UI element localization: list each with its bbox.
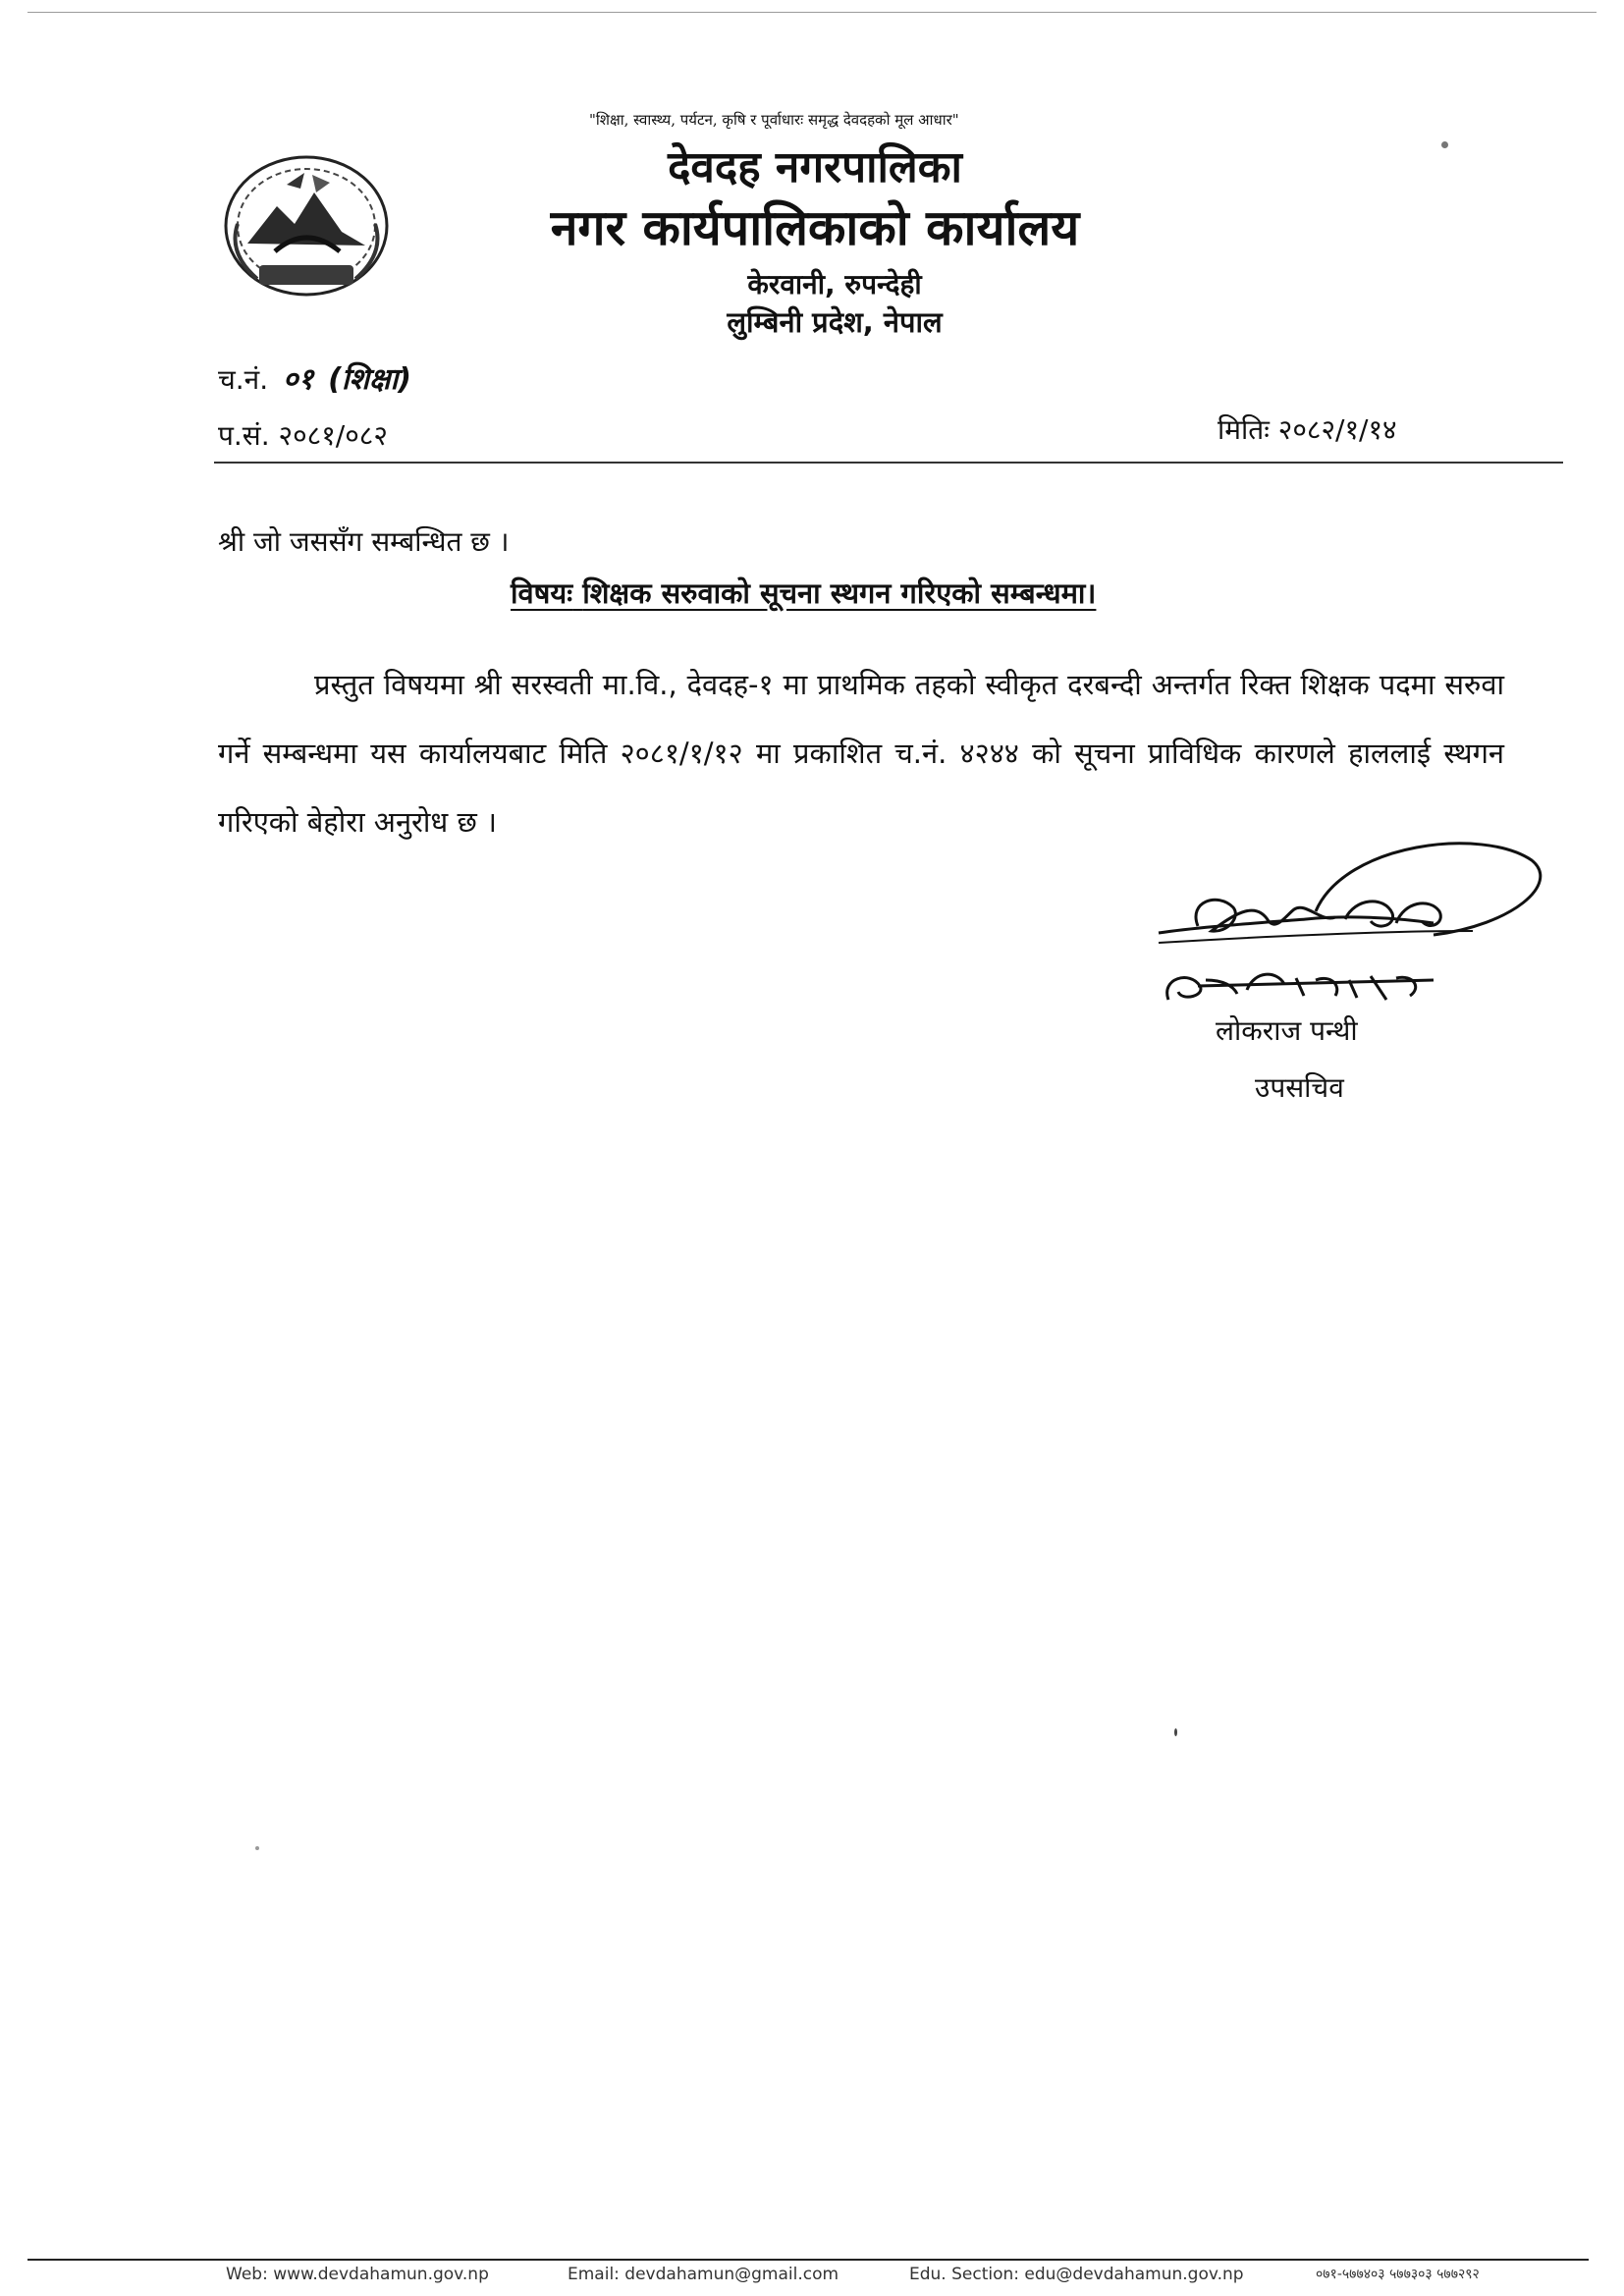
paper-speck bbox=[255, 1846, 259, 1850]
letter-date bbox=[1218, 410, 1397, 448]
paper-speck bbox=[1174, 1728, 1177, 1736]
footer-edu-section: Edu. Section: edu@devdahamun.gov.np bbox=[909, 2265, 1244, 2284]
salutation: श्री जो जससँग सम्बन्धित छ । bbox=[218, 525, 510, 558]
letter-body: प्रस्तुत विषयमा श्री सरस्वती मा.वि., देवदह-१ मा प्राथमिक तहको स्वीकृत दरबन्दी अन्तर्गत रिक्त शिक्षक पदमा सरुवा गर्ने सम्बन्धमा यस कार्यालयबाट मिति २०८१/१/१२ मा प्रकाशित च.नं. ४२४४ को सूचना प्राविधिक कारणले हाललाई स्थगन गरिएको बेहोरा अनुरोध छ । bbox=[218, 668, 1504, 839]
dispatch-number bbox=[218, 357, 411, 398]
header-divider bbox=[214, 462, 1563, 464]
footer-phone: ०७१-५७७४०३ ५७७३०३ ५७७२९२ bbox=[1316, 2267, 1480, 2282]
fiscal-year bbox=[218, 416, 388, 454]
letterhead-motto: "शिक्षा, स्वास्थ्य, पर्यटन, कृषि र पूर्वाधारः समृद्ध देवदहको मूल आधार" bbox=[589, 111, 959, 129]
signatory-name: लोकराज पन्थी bbox=[1216, 1014, 1358, 1047]
footer-email: Email: devdahamun@gmail.com bbox=[568, 2265, 839, 2284]
address-line-1: केरवानी, रुपन्देही bbox=[747, 268, 922, 301]
address-line-2: लुम्बिनी प्रदेश, नेपाल bbox=[727, 305, 943, 339]
subject-text: शिक्षक सरुवाको सूचना स्थगन गरिएको सम्बन्धमा। bbox=[582, 576, 1097, 610]
nepal-emblem-icon bbox=[218, 155, 395, 302]
top-border bbox=[27, 12, 1597, 13]
date-label: मितिः bbox=[1218, 413, 1270, 446]
fiscal-year-value: २०८१/०८२ bbox=[278, 419, 388, 452]
handwritten-signature-icon bbox=[1139, 833, 1551, 1029]
dispatch-section: (शिक्षा) bbox=[328, 362, 412, 397]
dispatch-number-value: ०१ bbox=[283, 362, 314, 397]
date-value: २०८२/१/१४ bbox=[1277, 413, 1397, 446]
footer-divider bbox=[27, 2259, 1589, 2261]
office-name: नगर कार्यपालिकाको कार्यालय bbox=[550, 199, 1080, 256]
footer-web: Web: www.devdahamun.gov.np bbox=[226, 2265, 489, 2284]
dispatch-label: च.नं. bbox=[218, 363, 269, 396]
municipality-name: देवदह नगरपालिका bbox=[668, 142, 962, 192]
fiscal-year-label: प.सं. bbox=[218, 419, 270, 452]
paper-speck bbox=[1441, 141, 1448, 148]
subject-label: विषयः bbox=[511, 576, 573, 610]
signatory-designation: उपसचिव bbox=[1255, 1071, 1344, 1104]
subject-line bbox=[511, 574, 1096, 612]
